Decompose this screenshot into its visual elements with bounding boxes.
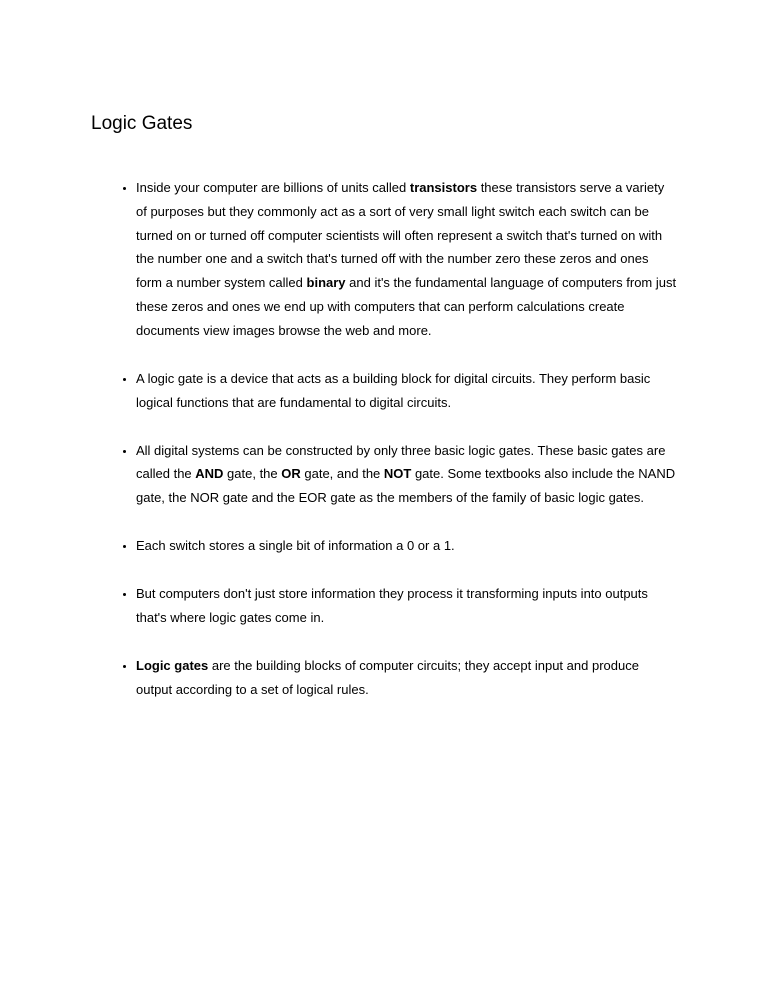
list-item: • But computers don't just store information they process it transforming inputs into outputs that's where logic gates come in. — [136, 582, 677, 630]
list-item: • A logic gate is a device that acts as a building block for digital circuits. They perform basic logical functions that are fundamental to digital circuits. — [136, 367, 677, 415]
list-item: • All digital systems can be constructed by only three basic logic gates. These basic gates are called the AND gate, the OR gate, and the NOT gate. Some textbooks also include the NAND gate, the NOR gate and the EOR gate as the members of the family of basic logic gates. — [136, 439, 677, 510]
list-item: • Logic gates are the building blocks of computer circuits; they accept input and produce output according to a set of logical rules. — [136, 654, 677, 702]
list-item: • Inside your computer are billions of units called transistors these transistors serve a variety of purposes but they commonly act as a sort of very small light switch each switch can be turned on or turned off computer scientists will often represent a switch that's turned on with the number one and a switch that's turned off with the number zero these zeros and ones form a number system called binary and it's the fundamental language of computers from just these zeros and ones we end up with computers that can perform calculations create documents view images browse the web and more. — [136, 176, 677, 343]
bullet-list — [91, 176, 677, 701]
page-title: Logic Gates — [91, 113, 193, 134]
list-item: • Each switch stores a single bit of information a 0 or a 1. — [136, 534, 677, 558]
